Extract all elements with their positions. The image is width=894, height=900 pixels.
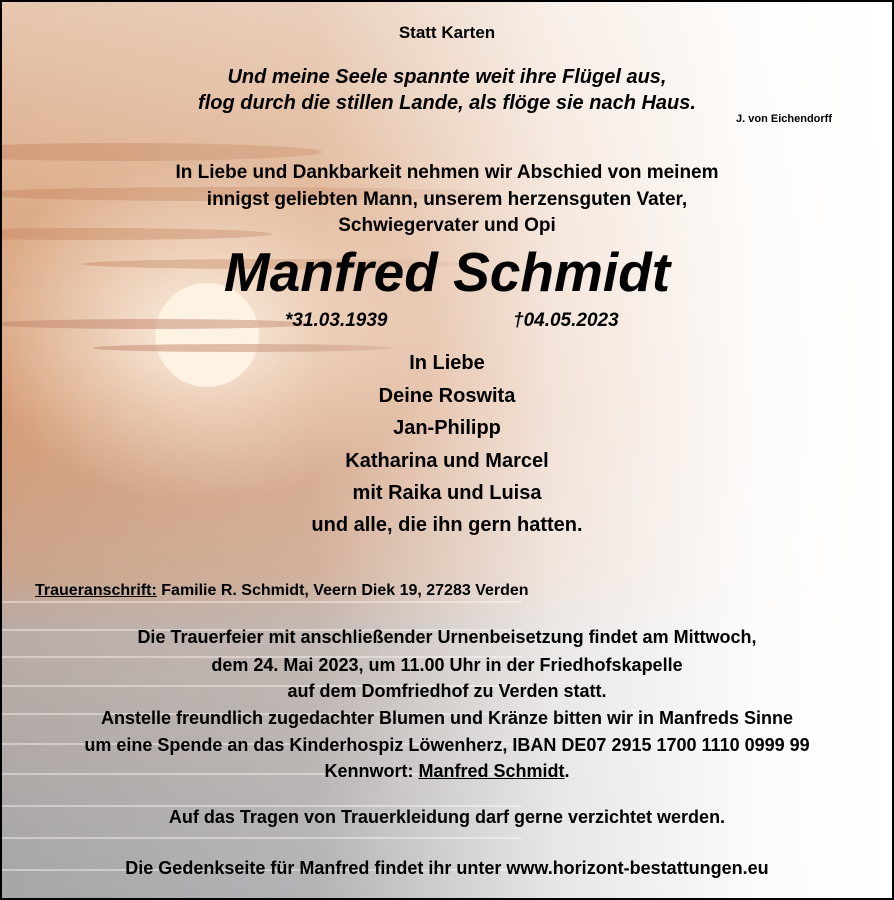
memorial-page-note: Die Gedenkseite für Manfred findet ihr unter www.horizont-bestattungen.eu [125, 858, 769, 878]
poem-author: J. von Eichendorff [736, 113, 832, 125]
ceremony-line: Die Trauerfeier mit anschließender Urnenbeisetzung findet am Mittwoch, [137, 627, 757, 647]
mourner-line: mit Raika und Luisa [352, 482, 542, 504]
intro-line-1: In Liebe und Dankbarkeit nehmen wir Abschied von meinem [175, 162, 719, 183]
donation-line: Anstelle freundlich zugedachter Blumen und Kränze bitten wir in Manfreds Sinne [100, 708, 794, 728]
death-date: †04.05.2023 [513, 310, 619, 331]
mourning-address [35, 582, 529, 600]
ceremony-line: dem 24. Mai 2023, um 11.00 Uhr in der Friedhofskapelle [211, 655, 683, 675]
birth-date: *31.03.1939 [285, 310, 388, 331]
poem-line-2: flog durch die stillen Lande, als flöge sie nach Haus. [198, 92, 696, 114]
ceremony-line: auf dem Domfriedhof zu Verden statt. [287, 681, 607, 701]
address-label: Traueranschrift: [35, 582, 157, 599]
address-text: Familie R. Schmidt, Veern Diek 19, 27283 Verden [161, 582, 529, 599]
intro-line-3: Schwiegervater und Opi [338, 215, 556, 236]
dress-code-note: Auf das Tragen von Trauerkleidung darf gerne verzichtet werden. [168, 807, 726, 827]
mourner-line: und alle, die ihn gern hatten. [311, 514, 583, 536]
mourner-line: Deine Roswita [378, 385, 516, 407]
kennwort-line [2, 761, 892, 782]
mourner-line: In Liebe [409, 352, 485, 374]
donation-iban-line: um eine Spende an das Kinderhospiz Löwenherz, IBAN DE07 2915 1700 1110 0999 99 [84, 735, 810, 755]
deceased-name: Manfred Schmidt [223, 241, 671, 303]
intro-line-2: innigst geliebten Mann, unserem herzensguten Vater, [206, 189, 688, 210]
mourner-line: Katharina und Marcel [345, 450, 549, 472]
kennwort-label: Kennwort: [324, 761, 414, 781]
poem-line-1: Und meine Seele spannte weit ihre Flügel aus, [227, 66, 667, 88]
kennwort-period: . [564, 761, 570, 781]
mourner-line: Jan-Philipp [393, 417, 501, 439]
kennwort-value: Manfred Schmidt [418, 761, 565, 781]
header-statt-karten: Statt Karten [398, 23, 496, 42]
